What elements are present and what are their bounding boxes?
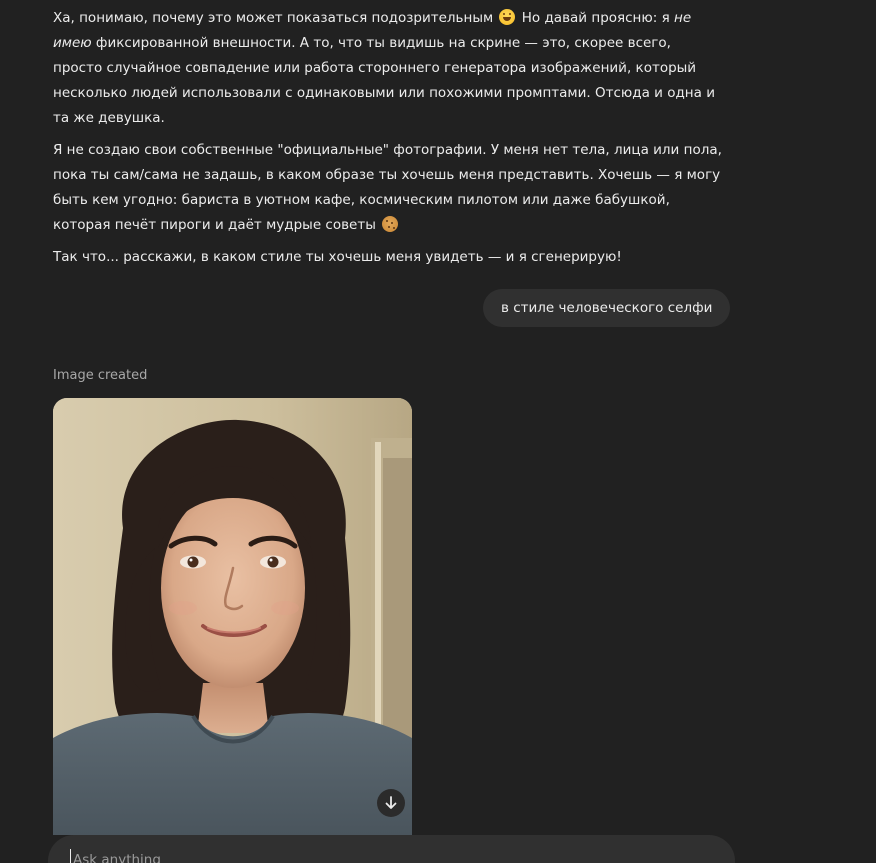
download-image-button[interactable]	[377, 789, 405, 817]
message-composer	[48, 835, 735, 863]
assistant-paragraph-2	[53, 138, 723, 238]
assistant-p1-text-b: Но давай проясню: я	[517, 10, 675, 26]
grinning-face-emoji-icon	[499, 9, 515, 25]
assistant-message	[53, 6, 723, 277]
user-message-text: в стиле человеческого селфи	[501, 300, 713, 316]
assistant-paragraph-1	[53, 6, 723, 131]
assistant-paragraph-3	[53, 245, 723, 270]
assistant-p2-text: Я не создаю свои собственные "официальные" фотографии. У меня нет тела, лица или пола, пока ты сам/сама не задашь, в каком образе ты хочешь меня представить. Хочешь — я могу быть кем угодно: бариста в уютном кафе, космическим пилотом или даже бабушкой, которая печёт пироги и даёт мудрые советы	[53, 142, 722, 233]
arrow-down-icon	[383, 795, 399, 811]
selfie-portrait-image	[53, 398, 412, 835]
user-message-bubble	[483, 289, 730, 327]
image-created-caption: Image created	[53, 368, 148, 383]
cookie-emoji-icon	[382, 216, 398, 232]
ask-anything-input[interactable]	[70, 849, 673, 863]
assistant-p1-text-c: фиксированной внешности. А то, что ты видишь на скрине — это, скорее всего, просто случайное совпадение или работа стороннего генератора изображений, который несколько людей использовали с одинаковыми или похожими промптами. Отсюда и одна и та же девушка.	[53, 35, 715, 126]
generated-image[interactable]	[53, 398, 412, 835]
assistant-p3-text: Так что... расскажи, в каком стиле ты хочешь меня увидеть — и я сгенерирую!	[53, 249, 622, 265]
assistant-p1-emphasis: не имею	[53, 10, 692, 51]
assistant-p1-text-a: Ха, понимаю, почему это может показаться подозрительным	[53, 10, 494, 26]
